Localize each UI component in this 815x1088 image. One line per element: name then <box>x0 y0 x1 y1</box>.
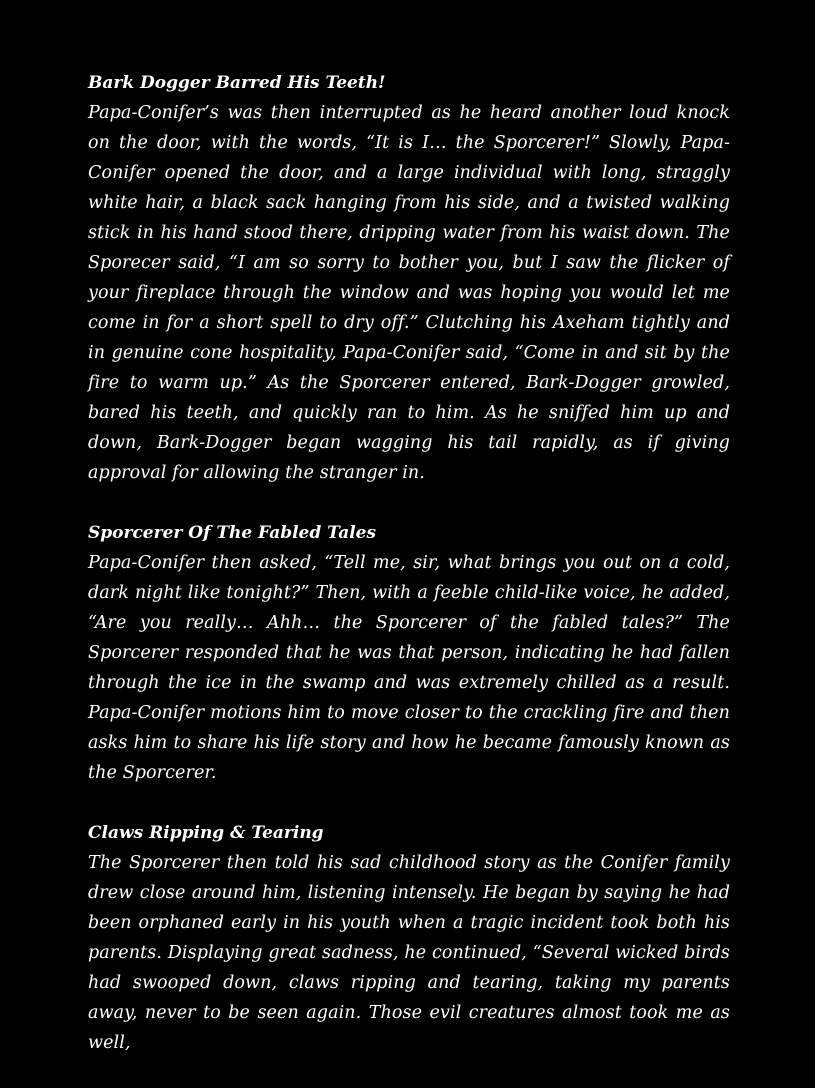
story-section-bark-dogger <box>88 68 730 488</box>
section-paragraph: Papa-Conifer then asked, “Tell me, sir, what brings you out on a cold, dark night like tonight?” Then, with a feeble child-like voice, he added, “Are you really… Ahh… the Sporcerer of the fabled tales?” The Sporcerer responded that he was that person, indicating he had fallen through the ice in the swamp and was extremely chilled as a result. Papa-Conifer motions him to move closer to the crackling fire and then asks him to share his life story and how he became famously known as the Sporcerer. <box>88 553 730 783</box>
section-heading: Bark Dogger Barred His Teeth! <box>88 73 386 93</box>
section-paragraph: The Sporcerer then told his sad childhood story as the Conifer family drew close around him, listening intensely. He began by saying he had been orphaned early in his youth when a tragic incident took both his parents. Displaying great sadness, he continued, “Several wicked birds had swooped down, claws ripping and tearing, taking my parents away, never to be seen again. Those evil creatures almost took me as well, <box>88 853 730 1053</box>
section-paragraph: Papa-Conifer’s was then interrupted as he heard another loud knock on the door, with the words, “It is I… the Sporcerer!” Slowly, Papa-Conifer opened the door, and a large individual with long, straggly white hair, a black sack hanging from his side, and a twisted walking stick in his hand stood there, dripping water from his waist down. The Sporecer said, “I am so sorry to bother you, but I saw the flicker of your fireplace through the window and was hoping you would let me come in for a short spell to dry off.” Clutching his Axeham tightly and in genuine cone hospitality, Papa-Conifer said, “Come in and sit by the fire to warm up.” As the Sporcerer entered, Bark-Dogger growled, bared his teeth, and quickly ran to him. As he sniffed him up and down, Bark-Dogger began wagging his tail rapidly, as if giving approval for allowing the stranger in. <box>88 103 730 483</box>
section-heading: Sporcerer Of The Fabled Tales <box>88 523 377 543</box>
story-section-sporcerer <box>88 518 730 788</box>
story-section-claws <box>88 818 730 1058</box>
story-page <box>88 68 730 1088</box>
section-heading: Claws Ripping & Tearing <box>88 823 324 843</box>
